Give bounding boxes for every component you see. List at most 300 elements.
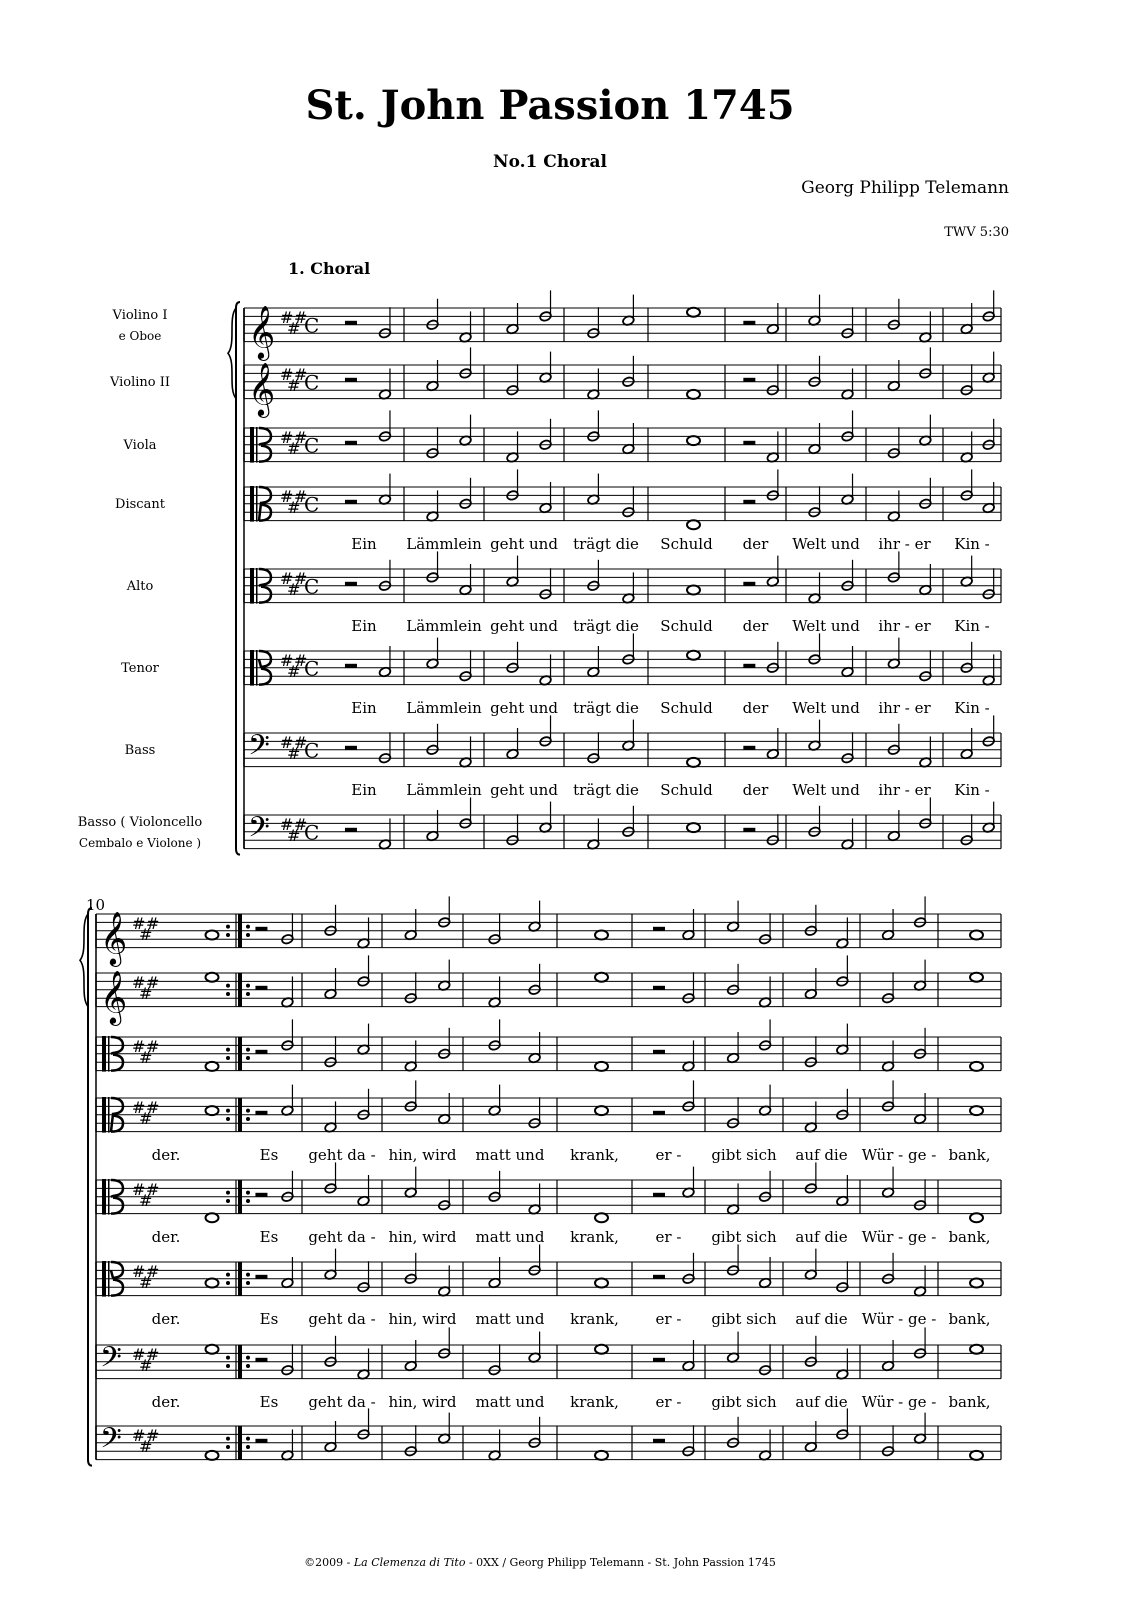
- lyric-syllable: Wür - ge -: [861, 1392, 937, 1411]
- lyric-syllable: Kin -: [954, 698, 990, 717]
- lyric-syllable: hin, wird: [388, 1145, 457, 1164]
- svg-text:#: #: [287, 439, 301, 458]
- measure: [345, 560, 392, 592]
- svg-text:#: #: [132, 973, 146, 993]
- svg-text:#: #: [132, 1180, 146, 1200]
- measure: [687, 586, 700, 595]
- half-rest-icon: [255, 1050, 267, 1054]
- measure: [595, 1451, 608, 1460]
- half-rest-icon: [345, 746, 357, 750]
- time-signature: C: [304, 820, 320, 845]
- measure: [324, 1408, 370, 1452]
- title: St. John Passion 1745: [305, 82, 795, 129]
- measure: [595, 1345, 608, 1354]
- lyric-syllable: geht und: [490, 780, 558, 799]
- lyric-syllable: er -: [655, 1227, 682, 1246]
- half-rest-icon: [653, 1439, 665, 1443]
- measure: [687, 651, 700, 660]
- svg-text:#: #: [280, 815, 294, 835]
- lyric-syllable: der: [742, 616, 769, 635]
- instrument-name-line1: Bass: [124, 743, 156, 758]
- svg-text:#: #: [132, 1262, 146, 1282]
- svg-text:#: #: [294, 428, 308, 448]
- measure: [653, 1425, 695, 1457]
- measure: [324, 905, 370, 949]
- measure: [595, 931, 608, 940]
- svg-text:#: #: [287, 744, 301, 763]
- staff: [244, 290, 1001, 360]
- measure: [426, 551, 472, 595]
- svg-text:#: #: [139, 1191, 153, 1210]
- half-rest-icon: [743, 378, 755, 382]
- measure: [345, 307, 392, 339]
- instrument-name-line1: Tenor: [121, 661, 159, 676]
- svg-text:#: #: [294, 733, 308, 753]
- svg-text:#: #: [139, 1273, 153, 1292]
- time-signature: C: [304, 433, 320, 458]
- measure: [653, 1253, 695, 1285]
- lyric-syllable: geht und: [490, 616, 558, 635]
- treble-clef-icon: 𝄞: [100, 910, 128, 965]
- half-rest-icon: [345, 664, 357, 668]
- measure: [488, 1019, 541, 1063]
- lyric-syllable: der.: [151, 1227, 181, 1246]
- system-1: [228, 290, 1001, 854]
- svg-text:#: #: [139, 1048, 153, 1067]
- half-rest-icon: [743, 582, 755, 586]
- measure: [587, 806, 635, 850]
- measure: [426, 299, 472, 343]
- staff: [96, 896, 1001, 966]
- measure: [206, 1062, 219, 1071]
- brace: [80, 914, 88, 1007]
- lyric-syllable: bank,: [948, 1392, 991, 1411]
- time-signature: C: [304, 313, 320, 338]
- measure: [960, 715, 995, 759]
- staff: [96, 1244, 1001, 1297]
- measure: [804, 1162, 849, 1206]
- measure: [587, 633, 635, 677]
- svg-text:#: #: [132, 1037, 146, 1057]
- lyric-syllable: geht da -: [308, 1145, 376, 1164]
- lyric-syllable: hin, wird: [388, 1227, 457, 1246]
- lyric-syllable: Welt und: [792, 780, 860, 799]
- measure: [255, 913, 294, 945]
- measure: [687, 436, 700, 445]
- brace: [228, 308, 236, 399]
- half-rest-icon: [743, 321, 755, 325]
- half-rest-icon: [255, 1111, 267, 1115]
- staff: [96, 1019, 1001, 1072]
- lyric-syllable: geht und: [490, 534, 558, 553]
- measure: [506, 290, 552, 334]
- half-rest-icon: [255, 986, 267, 990]
- measure: [804, 1336, 849, 1380]
- measure: [587, 560, 635, 604]
- measure: [426, 797, 472, 841]
- lyric-syllable: auf die: [795, 1392, 848, 1411]
- measure: [426, 478, 472, 522]
- lyric-syllable: der.: [151, 1309, 181, 1328]
- instrument-name-line1: Violino II: [109, 375, 171, 390]
- lyric-syllable: auf die: [795, 1309, 848, 1328]
- svg-text:#: #: [294, 651, 308, 671]
- measure: [970, 1345, 983, 1354]
- svg-text:#: #: [287, 498, 301, 517]
- svg-text:#: #: [280, 651, 294, 671]
- half-rest-icon: [653, 986, 665, 990]
- measure: [255, 1085, 294, 1117]
- measure: [426, 347, 472, 391]
- instrument-name: [60, 495, 220, 515]
- staff: [96, 1162, 1001, 1222]
- half-rest-icon: [255, 1193, 267, 1197]
- measure: [324, 1162, 370, 1206]
- lyric-syllable: Schuld: [660, 780, 713, 799]
- measure: [404, 1327, 451, 1371]
- measure: [324, 955, 370, 999]
- lyric-syllable: Welt und: [792, 534, 860, 553]
- time-signature: C: [304, 574, 320, 599]
- measure: [653, 972, 695, 1004]
- lyric-syllable: Wür - ge -: [861, 1309, 937, 1328]
- measure: [255, 1171, 294, 1203]
- measure: [404, 1080, 451, 1124]
- lyric-syllable: bank,: [948, 1309, 991, 1328]
- lyric-syllable: krank,: [570, 1145, 619, 1164]
- svg-text:#: #: [139, 984, 153, 1003]
- lyric-syllable: geht da -: [308, 1227, 376, 1246]
- svg-text:#: #: [294, 365, 308, 385]
- svg-text:#: #: [294, 308, 308, 328]
- lyric-syllable: Kin -: [954, 780, 990, 799]
- measure: [404, 896, 451, 940]
- measure: [587, 410, 635, 454]
- measure: [506, 419, 552, 463]
- lyric-syllable: trägt die: [573, 616, 639, 635]
- instrument-name-line2: e Oboe: [118, 329, 162, 343]
- lyric-syllable: der.: [151, 1392, 181, 1411]
- measure: [804, 905, 849, 949]
- lyric-syllable: Lämmlein: [406, 616, 482, 635]
- measure: [887, 347, 932, 391]
- half-rest-icon: [743, 500, 755, 504]
- measure: [970, 1062, 983, 1071]
- svg-text:#: #: [139, 1109, 153, 1128]
- svg-text:#: #: [280, 428, 294, 448]
- lyric-syllable: krank,: [570, 1227, 619, 1246]
- measure: [808, 410, 854, 454]
- lyric-syllable: ihr - er: [878, 698, 931, 717]
- lyric-syllable: hin, wird: [388, 1392, 457, 1411]
- lyric-syllable: bank,: [948, 1145, 991, 1164]
- half-rest-icon: [653, 1111, 665, 1115]
- bass-clef-icon: 𝄢: [248, 729, 270, 770]
- staff: [96, 1408, 1001, 1462]
- instrument-name-line1: Basso ( Violoncello: [77, 815, 203, 830]
- measure: [595, 1213, 608, 1222]
- lyric-syllable: matt und: [475, 1145, 545, 1164]
- lyric-syllable: Welt und: [792, 616, 860, 635]
- measure: [206, 1345, 219, 1354]
- lyric-syllable: Lämmlein: [406, 780, 482, 799]
- measure: [727, 1244, 772, 1288]
- measure: [970, 1213, 983, 1222]
- staff: [244, 633, 1001, 686]
- measure: [687, 758, 700, 767]
- measure: [324, 1336, 370, 1380]
- lyric-syllable: gibt sich: [711, 1145, 777, 1164]
- staff: [244, 797, 1001, 851]
- lyric-syllable: krank,: [570, 1392, 619, 1411]
- measure: [404, 1253, 451, 1297]
- system-2: [80, 896, 1001, 1465]
- svg-text:#: #: [287, 662, 301, 681]
- measure: [970, 1279, 983, 1288]
- lyric-syllable: gibt sich: [711, 1392, 777, 1411]
- svg-text:#: #: [294, 487, 308, 507]
- lyric-syllable: der.: [151, 1145, 181, 1164]
- treble-clef-icon: 𝄞: [248, 361, 276, 416]
- footer-suffix: - 0XX / Georg Philipp Telemann - St. John Passion 1745: [465, 1556, 776, 1569]
- svg-text:#: #: [280, 308, 294, 328]
- svg-text:#: #: [146, 1098, 160, 1118]
- measure: [488, 964, 541, 1008]
- instrument-name: [60, 813, 220, 853]
- half-rest-icon: [653, 1193, 665, 1197]
- half-rest-icon: [255, 927, 267, 931]
- half-rest-icon: [255, 1275, 267, 1279]
- measure: [345, 732, 392, 764]
- lyric-syllable: Schuld: [660, 616, 713, 635]
- staff: [96, 955, 1001, 1025]
- lyric-syllable: Ein: [351, 698, 377, 717]
- measure: [687, 390, 700, 399]
- measure: [506, 642, 552, 686]
- lyric-syllable: Ein: [351, 616, 377, 635]
- lyric-syllable: der: [742, 780, 769, 799]
- measure: [808, 806, 854, 850]
- staff: [96, 1080, 1001, 1133]
- lyric-syllable: Es: [259, 1145, 279, 1164]
- lyric-syllable: Lämmlein: [406, 534, 482, 553]
- instrument-name: [60, 373, 220, 393]
- measure: [887, 724, 932, 768]
- svg-text:#: #: [287, 826, 301, 845]
- lyric-syllable: Ein: [351, 780, 377, 799]
- measure: [206, 1279, 219, 1288]
- half-rest-icon: [653, 1358, 665, 1362]
- measure: [882, 1028, 927, 1072]
- time-signature: C: [304, 492, 320, 517]
- measure: [970, 973, 983, 982]
- measure: [206, 1106, 219, 1115]
- measure: [960, 290, 995, 334]
- lyric-syllable: Welt und: [792, 698, 860, 717]
- instrument-name: [60, 659, 220, 679]
- measure: [882, 1080, 927, 1124]
- instrument-name-line1: Violino I: [112, 308, 168, 323]
- lyric-syllable: matt und: [475, 1227, 545, 1246]
- svg-text:#: #: [146, 1345, 160, 1365]
- instrument-name-line2: Cembalo e Violone ): [78, 836, 202, 850]
- measure: [488, 1171, 541, 1215]
- lyric-syllable: Wür - ge -: [861, 1145, 937, 1164]
- measure: [882, 896, 927, 940]
- svg-text:#: #: [280, 487, 294, 507]
- measure: [345, 474, 392, 506]
- measure: [587, 356, 635, 400]
- svg-text:#: #: [132, 1345, 146, 1365]
- lyric-syllable: auf die: [795, 1227, 848, 1246]
- measure: [887, 299, 932, 343]
- lyric-syllable: matt und: [475, 1309, 545, 1328]
- svg-text:#: #: [146, 1180, 160, 1200]
- svg-text:#: #: [132, 1098, 146, 1118]
- svg-text:#: #: [146, 1037, 160, 1057]
- lyric-syllable: hin, wird: [388, 1309, 457, 1328]
- half-rest-icon: [653, 1050, 665, 1054]
- lyric-syllable: er -: [655, 1309, 682, 1328]
- measure: [206, 931, 219, 940]
- measure: [887, 797, 932, 841]
- measure: [887, 478, 932, 522]
- lyric-syllable: Es: [259, 1392, 279, 1411]
- measure: [255, 1344, 294, 1376]
- measure: [743, 814, 779, 846]
- staff: [244, 715, 1001, 769]
- svg-text:#: #: [294, 569, 308, 589]
- lyric-syllable: er -: [655, 1392, 682, 1411]
- half-rest-icon: [743, 441, 755, 445]
- svg-text:#: #: [139, 925, 153, 944]
- lyric-syllable: geht und: [490, 698, 558, 717]
- measure: [808, 356, 854, 400]
- measure: [488, 1417, 541, 1461]
- half-rest-icon: [345, 828, 357, 832]
- measure: [687, 823, 700, 832]
- measure-number: 10: [86, 896, 106, 914]
- measure: [804, 955, 849, 999]
- lyric-syllable: matt und: [475, 1392, 545, 1411]
- lyric-syllable: geht da -: [308, 1392, 376, 1411]
- measure: [970, 931, 983, 940]
- lyric-syllable: Wür - ge -: [861, 1227, 937, 1246]
- svg-text:#: #: [132, 1426, 146, 1446]
- lyric-syllable: trägt die: [573, 780, 639, 799]
- lyric-syllable: der: [742, 534, 769, 553]
- staff: [244, 347, 1001, 417]
- half-rest-icon: [255, 1358, 267, 1362]
- lyric-syllable: geht da -: [308, 1309, 376, 1328]
- lyric-syllable: gibt sich: [711, 1309, 777, 1328]
- measure: [804, 1408, 849, 1452]
- measure: [687, 520, 700, 529]
- measure: [804, 1089, 849, 1133]
- staff: [244, 410, 1001, 463]
- footer: [0, 1556, 1080, 1569]
- measure: [488, 1244, 541, 1288]
- measure: [727, 1019, 772, 1063]
- staff: [244, 551, 1001, 604]
- staff: [244, 469, 1001, 529]
- section-heading: 1. Choral: [288, 259, 371, 278]
- measure: [404, 1028, 451, 1072]
- half-rest-icon: [653, 927, 665, 931]
- lyric-syllable: Lämmlein: [406, 698, 482, 717]
- lyric-syllable: krank,: [570, 1309, 619, 1328]
- measure: [808, 633, 854, 677]
- svg-text:#: #: [294, 815, 308, 835]
- measure: [743, 642, 779, 674]
- measure: [506, 469, 552, 513]
- half-rest-icon: [345, 321, 357, 325]
- half-rest-icon: [653, 1275, 665, 1279]
- measure: [743, 364, 779, 396]
- half-rest-icon: [743, 664, 755, 668]
- measure: [808, 560, 854, 604]
- measure: [970, 1106, 983, 1115]
- lyric-syllable: Ein: [351, 534, 377, 553]
- svg-text:#: #: [132, 914, 146, 934]
- measure: [324, 1089, 370, 1133]
- catalog-number: TWV 5:30: [944, 225, 1009, 240]
- measure: [206, 1213, 219, 1222]
- measure: [595, 1062, 608, 1071]
- instrument-name: [60, 577, 220, 597]
- treble-clef-icon: 𝄞: [248, 304, 276, 359]
- lyric-syllable: Es: [259, 1227, 279, 1246]
- instrument-name-line1: Discant: [115, 497, 165, 512]
- lyric-syllable: der: [742, 698, 769, 717]
- measure: [882, 1253, 927, 1297]
- footer-italic: La Clemenza di Tito: [353, 1556, 466, 1569]
- instrument-name-line1: Alto: [126, 579, 154, 594]
- svg-text:#: #: [146, 1426, 160, 1446]
- svg-text:#: #: [146, 1262, 160, 1282]
- svg-text:#: #: [287, 580, 301, 599]
- lyric-syllable: er -: [655, 1145, 682, 1164]
- half-rest-icon: [255, 1439, 267, 1443]
- lyric-syllable: Kin -: [954, 534, 990, 553]
- half-rest-icon: [743, 746, 755, 750]
- lyric-syllable: trägt die: [573, 534, 639, 553]
- bass-clef-icon: 𝄢: [248, 811, 270, 852]
- lyric-syllable: Kin -: [954, 616, 990, 635]
- instrument-name-line1: Viola: [123, 438, 157, 453]
- staff: [96, 1327, 1001, 1381]
- measure: [960, 642, 995, 686]
- measure: [960, 419, 995, 463]
- measure: [206, 1451, 219, 1460]
- lyric-syllable: ihr - er: [878, 780, 931, 799]
- lyric-syllable: Es: [259, 1309, 279, 1328]
- measure: [595, 1279, 608, 1288]
- lyric-syllable: trägt die: [573, 698, 639, 717]
- time-signature: C: [304, 738, 320, 763]
- lyric-syllable: ihr - er: [878, 616, 931, 635]
- svg-text:#: #: [280, 365, 294, 385]
- treble-clef-icon: 𝄞: [100, 969, 128, 1024]
- half-rest-icon: [345, 441, 357, 445]
- lyric-syllable: Schuld: [660, 534, 713, 553]
- subtitle: No.1 Choral: [493, 152, 607, 172]
- measure: [206, 973, 219, 982]
- measure: [595, 973, 608, 982]
- measure: [727, 1171, 772, 1215]
- svg-text:#: #: [139, 1356, 153, 1375]
- svg-text:#: #: [280, 733, 294, 753]
